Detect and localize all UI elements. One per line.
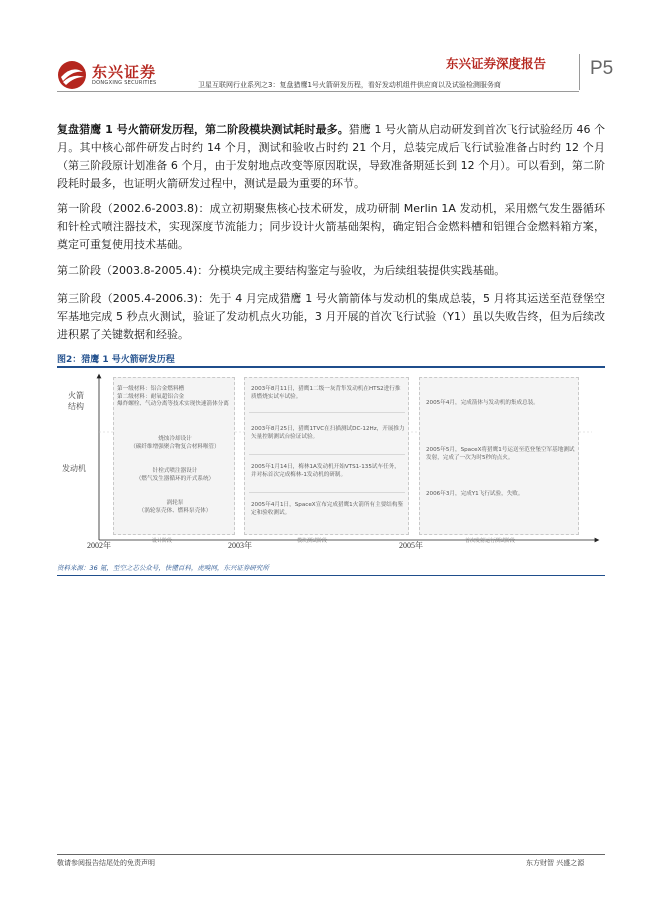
phase2-event: 2003年8月11日，猎鹰1二级一灰背隼发动机在HTS2进行推质燃烧实试车试验。 bbox=[251, 386, 401, 400]
company-logo bbox=[57, 60, 157, 90]
paragraph-phase1: 第一阶段（2002.6-2003.8)：成立初期聚焦核心技术研发，成功研制 Merlin 1A 发动机，采用燃气发生器循环和针栓式喷注器技术，实现深度节流能力；同步设计火箭基础架构，确定铝合金燃料槽和铝锂合金燃料箱方案，奠定可重复使用技术基础。 bbox=[57, 202, 605, 251]
phase1-structure-line: 第二级材料：耐氧超铝合金 bbox=[117, 393, 185, 400]
page-number: P5 bbox=[590, 58, 614, 79]
engine-item-title: 涡轮泵 bbox=[166, 500, 184, 506]
figure-bottom-rule bbox=[57, 575, 605, 576]
phase3-event: 2005年4月，完成箭体与发动机的集成总装。 bbox=[426, 400, 539, 406]
summary-lead: 复盘猎鹰 1 号火箭研发历程，第二阶段模块测试耗时最多。 bbox=[57, 123, 349, 136]
phase1-structure-line: 第一级材料：铝合金燃料槽 bbox=[117, 386, 185, 392]
year-tick-2002: 2002年 bbox=[87, 541, 111, 550]
summary-text: 猎鹰 1 号火箭从启动研发到首次飞行试验经历 46 个月。其中核心部件研发占时约 14 个月，测试和验收占时约 21 个月，总装完成后飞行试验准备占时约 12 个月（第三阶段原计划准备 6 个月，由于发射地点改变等原因耽误，导致准备期延长到 12 个月）。可以看到，第二阶段耗时最多，也证明火箭研发过程中，测试是最为重要的环节。 bbox=[57, 123, 606, 190]
year-tick-2003: 2003年 bbox=[228, 541, 252, 550]
engine-item-title: 针栓式喷注器设计 bbox=[152, 468, 198, 474]
phase2-event: 2003年8月25日，猎鹰1TVC在扫描测试DC-12Hz，开展推力矢量控制测试台验证试验。 bbox=[251, 426, 405, 440]
phase3-label: 首次发射运行测试阶段 bbox=[465, 538, 516, 544]
logo-chinese-name: 东兴证券 bbox=[92, 62, 157, 81]
report-title: 东兴证券深度报告 bbox=[446, 56, 547, 71]
phase2-separator bbox=[249, 492, 405, 493]
phase3-panel bbox=[419, 377, 579, 535]
footer-rule bbox=[57, 854, 605, 855]
header-divider bbox=[579, 54, 580, 90]
engine-item-detail: （燃气发生器循环的开式系统） bbox=[135, 475, 215, 482]
phase1-structure-line: 爆炸螺栓、气动分离等技术实现快速箭体分离 bbox=[117, 401, 229, 407]
phase3-event: 2006年3月，完成Y1飞行试验，失败。 bbox=[426, 491, 524, 497]
figure-title-rule bbox=[57, 366, 605, 368]
phase2-label: 模块测试阶段 bbox=[297, 538, 328, 544]
phase1-structure-note bbox=[117, 386, 233, 409]
phase2-separator bbox=[249, 412, 405, 413]
phase2-panel bbox=[244, 377, 409, 535]
y-label-engine: 发动机 bbox=[62, 464, 86, 473]
y-label-structure: 火箭结构 bbox=[68, 391, 84, 411]
phase3-event: 2005年5月，SpaceX将猎鹰1号运送至范登堡空军基地测试发射，完成了一次为时5秒的点火。 bbox=[426, 447, 575, 461]
footer-disclaimer-note: 敬请参阅报告结尾处的免责声明 bbox=[57, 859, 155, 867]
footer-slogan: 东方财智 兴盛之源 bbox=[526, 859, 585, 867]
report-series-subtitle: 卫星互联网行业系列之3：复盘猎鹰1号火箭研发历程，看好发动机组件供应商以及试验检测服务商 bbox=[198, 81, 501, 89]
engine-item-title: 烧蚀冷却设计 bbox=[158, 436, 192, 442]
figure-source: 资料来源：36 氪，至空之芯公众号，快懂百科，虎嗅网，东兴证券研究所 bbox=[57, 564, 269, 572]
phase2-separator bbox=[249, 454, 405, 455]
logo-english-name: DONGXING SECURITIES bbox=[92, 79, 157, 86]
header-rule bbox=[57, 91, 579, 92]
figure-title: 图2：猎鹰 1 号火箭研发历程 bbox=[57, 355, 175, 365]
engine-item-detail: （涡轮泵壳体、燃料泵壳体） bbox=[138, 507, 212, 514]
phase2-event: 2005年4月1日，SpaceX宣布完成猎鹰1火箭所有主要结构鉴定和验收测试。 bbox=[251, 502, 404, 516]
phase2-event: 2005年1月14日，梅林1A发动机开始VTS1-135试车任务，并对标首次完成梅林-1发动机的研制。 bbox=[251, 464, 400, 478]
phase1-label: 设计阶段 bbox=[152, 538, 173, 544]
timeline-figure bbox=[57, 370, 605, 552]
paragraph-phase3: 第三阶段（2005.4-2006.3)：先于 4 月完成猎鹰 1 号火箭箭体与发动机的集成总装，5 月将其运送至范登堡空军基地完成 5 秒点火测试，验证了发动机点火功能，3 月开展的首次飞行试验（Y1）虽以失败告终，但为后续改进积累了关键数据和经验。 bbox=[57, 292, 605, 341]
phase1-engine-item bbox=[114, 500, 236, 515]
phase1-engine-item bbox=[114, 436, 236, 451]
phase1-panel bbox=[113, 377, 235, 535]
engine-item-detail: （碳纤维增强聚合物复合材料喉管） bbox=[130, 443, 220, 450]
dongxing-logo-icon bbox=[57, 60, 87, 90]
year-tick-2005: 2005年 bbox=[399, 541, 423, 550]
phase1-engine-item bbox=[114, 468, 236, 483]
paragraph-summary bbox=[57, 121, 605, 193]
paragraph-phase2: 第二阶段（2003.8-2005.4)：分模块完成主要结构鉴定与验收，为后续组装提供实践基础。 bbox=[57, 264, 506, 277]
